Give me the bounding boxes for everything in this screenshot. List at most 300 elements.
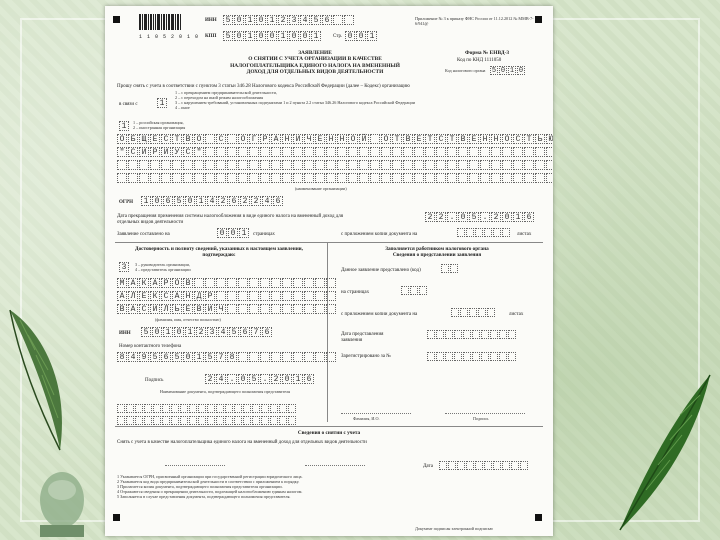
char-cell: . <box>480 212 490 222</box>
char-cell: Е <box>139 291 149 301</box>
right-pages-cells[interactable] <box>401 286 427 295</box>
char-cell: 5 <box>205 352 215 362</box>
char-cell: 0 <box>356 31 366 41</box>
pages-suffix: страницах <box>253 232 275 237</box>
char-cell <box>493 461 501 470</box>
char-cell: И <box>150 304 160 314</box>
char-cell <box>144 404 152 413</box>
char-cell <box>381 160 391 170</box>
char-cell: 4 <box>128 352 138 362</box>
char-cell: Е <box>150 134 160 144</box>
page-label: Стр. <box>333 34 343 39</box>
patronymic-cells[interactable] <box>117 304 336 314</box>
corner-marker <box>113 16 120 23</box>
char-cell <box>436 352 444 361</box>
char-cell <box>480 147 490 157</box>
char-cell: 1 <box>245 15 255 25</box>
char-cell <box>337 173 347 183</box>
char-cell <box>513 160 523 170</box>
barcode <box>139 14 187 36</box>
char-cell <box>139 173 149 183</box>
char-cell <box>447 147 457 157</box>
char-cell <box>337 147 347 157</box>
char-cell: 6 <box>304 374 314 384</box>
char-cell <box>180 404 188 413</box>
char-cell <box>249 147 259 157</box>
right-reg-cells[interactable] <box>427 352 516 361</box>
char-cell <box>304 278 314 288</box>
char-cell: А <box>117 291 127 301</box>
org-type-cell[interactable]: 1 <box>119 121 129 131</box>
kpp-label: КПП <box>205 34 217 39</box>
char-cell <box>238 147 248 157</box>
char-cell <box>161 160 171 170</box>
char-cell <box>466 461 474 470</box>
char-cell: 0 <box>256 15 266 25</box>
char-cell: Ь <box>172 304 182 314</box>
char-cell: . <box>260 374 270 384</box>
char-cell: 7 <box>216 352 226 362</box>
char-cell <box>460 308 468 317</box>
char-cell <box>161 173 171 183</box>
char-cell <box>502 461 510 470</box>
char-cell: О <box>117 134 127 144</box>
char-cell <box>458 160 468 170</box>
right-field-attach: с приложением копии документа на <box>341 312 418 317</box>
char-cell <box>487 308 495 317</box>
char-cell <box>243 416 251 425</box>
char-cell: 5 <box>141 327 151 337</box>
char-cell <box>425 173 435 183</box>
right-section-header <box>337 246 537 258</box>
char-cell <box>315 352 325 362</box>
char-cell: 5 <box>311 15 321 25</box>
section-divider <box>115 426 543 427</box>
char-cell <box>227 291 237 301</box>
char-cell <box>326 291 336 301</box>
tax-authority-cells <box>490 66 525 75</box>
char-cell: 1 <box>278 31 288 41</box>
right-fio-caption: Фамилия, И.О. <box>353 416 380 421</box>
char-cell <box>481 352 489 361</box>
char-cell <box>238 278 248 288</box>
footnotes <box>117 474 537 499</box>
char-cell: Н <box>326 134 336 144</box>
org-type-option: 2 – иностранная организация <box>133 125 186 131</box>
char-cell <box>238 173 248 183</box>
bottom-date-cells[interactable] <box>439 461 528 470</box>
char-cell: 4 <box>216 374 226 384</box>
reason-option: 1 – с прекращением предпринимательской деятельности, <box>175 90 277 95</box>
char-cell: 6 <box>524 212 534 222</box>
char-cell <box>315 147 325 157</box>
corner-marker <box>113 514 120 521</box>
char-cell: 0 <box>502 212 512 222</box>
char-cell <box>271 278 281 288</box>
char-cell: Г <box>249 134 259 144</box>
char-cell <box>392 147 402 157</box>
char-cell: 0 <box>217 228 227 238</box>
char-cell <box>511 461 519 470</box>
right-attach-cells[interactable] <box>451 308 495 317</box>
char-cell: 4 <box>207 196 217 206</box>
char-cell: Н <box>282 134 292 144</box>
char-cell: Ю <box>546 134 553 144</box>
char-cell: Т <box>392 134 402 144</box>
char-cell <box>216 173 226 183</box>
char-cell: 0 <box>238 374 248 384</box>
char-cell <box>436 160 446 170</box>
char-cell: 1 <box>239 228 249 238</box>
char-cell: Л <box>161 304 171 314</box>
char-cell: 2 <box>491 212 501 222</box>
char-cell <box>293 352 303 362</box>
signer-code-cell[interactable]: 3 <box>119 262 129 272</box>
feather-leaf-icon <box>600 370 720 540</box>
char-cell: Т <box>524 134 534 144</box>
char-cell: В <box>183 278 193 288</box>
char-cell <box>419 286 427 295</box>
org-name-caption: (наименование организации) <box>295 186 347 191</box>
char-cell: 5 <box>223 31 233 41</box>
footnote: 1 Указывается ОГРН, присвоенный организации при государственной регистрации юридического лица. <box>117 474 303 479</box>
barcode-number: 1 1 0 5 2 0 1 0 <box>139 34 200 40</box>
char-cell <box>128 160 138 170</box>
char-cell <box>282 278 292 288</box>
char-cell <box>216 416 224 425</box>
char-cell <box>227 160 237 170</box>
char-cell <box>457 228 465 237</box>
char-cell: 1 <box>194 352 204 362</box>
char-cell: О <box>172 278 182 288</box>
char-cell: 9 <box>139 352 149 362</box>
char-cell: " <box>194 147 204 157</box>
reason-options <box>175 90 455 110</box>
char-cell: Т <box>172 134 182 144</box>
char-cell <box>260 291 270 301</box>
char-cell <box>234 416 242 425</box>
char-cell <box>150 173 160 183</box>
char-cell: 4 <box>218 327 228 337</box>
char-cell <box>451 308 459 317</box>
char-cell: 3 <box>289 15 299 25</box>
char-cell <box>450 264 458 273</box>
org-name-row-2[interactable] <box>117 147 553 157</box>
right-fio-line[interactable] <box>341 406 411 414</box>
char-cell <box>448 461 456 470</box>
char-cell <box>135 404 143 413</box>
char-cell: 0 <box>228 228 238 238</box>
phone-label: Номер контактного телефона <box>119 344 182 349</box>
char-cell <box>359 173 369 183</box>
char-cell: М <box>117 278 127 288</box>
char-cell <box>480 173 490 183</box>
char-cell <box>315 278 325 288</box>
char-cell: 2 <box>425 212 435 222</box>
char-cell <box>282 291 292 301</box>
char-cell <box>252 416 260 425</box>
char-cell: 2 <box>436 212 446 222</box>
char-cell: 0 <box>152 327 162 337</box>
signer-option: 3 – руководитель организации, <box>135 262 190 267</box>
char-cell: Р <box>260 134 270 144</box>
bottom-note: Документ подписан электронной подписью <box>415 526 493 531</box>
char-cell: С <box>161 291 171 301</box>
char-cell: 0 <box>267 31 277 41</box>
right-field-attach-suffix: листах <box>509 312 524 317</box>
fio-caption: (фамилия, имя, отчество полностью) <box>155 317 221 322</box>
char-cell <box>410 286 418 295</box>
char-cell <box>502 160 512 170</box>
char-cell <box>458 173 468 183</box>
char-cell <box>480 160 490 170</box>
char-cell: 1 <box>185 327 195 337</box>
char-cell <box>403 160 413 170</box>
section-divider <box>115 242 543 243</box>
attachments-cells[interactable] <box>457 228 510 237</box>
char-cell <box>457 461 465 470</box>
right-date-cells[interactable] <box>427 330 516 339</box>
right-code-cells[interactable] <box>441 264 458 273</box>
char-cell: 5 <box>223 15 233 25</box>
char-cell <box>475 461 483 470</box>
char-cell <box>293 147 303 157</box>
char-cell: О <box>238 134 248 144</box>
char-cell: 1 <box>267 15 277 25</box>
char-cell <box>348 173 358 183</box>
char-cell <box>326 147 336 157</box>
char-cell: 6 <box>322 15 332 25</box>
char-cell: 6 <box>262 327 272 337</box>
char-cell <box>333 15 343 25</box>
char-cell: С <box>513 134 523 144</box>
bottom-line[interactable] <box>165 458 225 466</box>
char-cell: Е <box>315 134 325 144</box>
char-cell: . <box>227 374 237 384</box>
char-cell <box>458 147 468 157</box>
char-cell: Р <box>205 291 215 301</box>
char-cell: 5 <box>469 212 479 222</box>
org-name-row-1[interactable] <box>117 134 553 144</box>
char-cell <box>326 278 336 288</box>
char-cell <box>293 173 303 183</box>
char-cell: 6 <box>229 196 239 206</box>
char-cell <box>293 278 303 288</box>
char-cell <box>370 160 380 170</box>
char-cell: " <box>117 147 127 157</box>
surname-cells[interactable] <box>117 278 336 288</box>
char-cell: 6 <box>163 196 173 206</box>
char-cell <box>260 352 270 362</box>
char-cell <box>172 173 182 183</box>
char-cell: С <box>183 147 193 157</box>
char-cell <box>238 352 248 362</box>
char-cell <box>392 173 402 183</box>
char-cell <box>484 461 492 470</box>
char-cell <box>288 404 296 413</box>
char-cell <box>502 173 512 183</box>
char-cell <box>491 147 501 157</box>
char-cell: А <box>172 291 182 301</box>
char-cell: Л <box>128 291 138 301</box>
char-cell <box>403 147 413 157</box>
char-cell <box>315 173 325 183</box>
char-cell <box>171 404 179 413</box>
char-cell: Б <box>128 134 138 144</box>
sign-date-cells[interactable] <box>205 374 314 384</box>
sign-caption: Наименование документа, подтверждающего полномочия представителя <box>159 389 291 394</box>
char-cell <box>243 404 251 413</box>
char-cell <box>153 416 161 425</box>
char-cell: 5 <box>174 196 184 206</box>
char-cell <box>180 416 188 425</box>
char-cell <box>234 404 242 413</box>
corner-marker <box>535 514 542 521</box>
char-cell <box>447 173 457 183</box>
char-cell <box>279 416 287 425</box>
right-subheader-line: Сведения о представлении заявления <box>392 252 482 259</box>
name-cells[interactable] <box>117 291 336 301</box>
char-cell <box>491 160 501 170</box>
char-cell <box>282 173 292 183</box>
char-cell: 7 <box>251 327 261 337</box>
char-cell <box>508 352 516 361</box>
char-cell <box>381 173 391 183</box>
termination-label: Дата прекращения применения системы налогообложения в виде единого налога на вмененный доход для отдельных видов деятельности <box>117 214 344 225</box>
char-cell <box>524 160 534 170</box>
char-cell <box>502 147 512 157</box>
char-cell <box>271 304 281 314</box>
char-cell <box>475 228 483 237</box>
char-cell <box>183 160 193 170</box>
char-cell: 1 <box>509 67 515 75</box>
char-cell: Е <box>414 134 424 144</box>
attachments-label: с приложением копии документа на <box>341 232 418 237</box>
char-cell <box>337 160 347 170</box>
char-cell <box>282 304 292 314</box>
char-cell <box>502 228 510 237</box>
char-cell <box>493 228 501 237</box>
char-cell <box>198 416 206 425</box>
char-cell: 6 <box>240 327 250 337</box>
char-cell <box>271 173 281 183</box>
char-cell <box>484 228 492 237</box>
char-cell: 0 <box>183 352 193 362</box>
char-cell <box>238 291 248 301</box>
char-cell: 0 <box>174 327 184 337</box>
reason-option: 2 – с переходом на иной режим налогообложения <box>175 95 264 101</box>
char-cell: 5 <box>229 327 239 337</box>
right-sign-line[interactable] <box>445 406 525 414</box>
bottom-line[interactable] <box>305 458 365 466</box>
char-cell: 2 <box>251 196 261 206</box>
char-cell <box>472 330 480 339</box>
reason-code-cell[interactable]: 1 <box>157 98 167 108</box>
char-cell <box>227 147 237 157</box>
char-cell <box>469 147 479 157</box>
pages-cells[interactable] <box>217 228 249 238</box>
char-cell <box>499 352 507 361</box>
char-cell <box>261 404 269 413</box>
org-name-row-4[interactable] <box>117 173 553 183</box>
char-cell <box>225 416 233 425</box>
char-cell: 2 <box>271 374 281 384</box>
char-cell <box>183 173 193 183</box>
char-cell: 0 <box>282 374 292 384</box>
footnote: 3 Прилагается копия документа, подтверждающего полномочия представителя организации. <box>117 484 283 490</box>
char-cell <box>490 352 498 361</box>
char-cell <box>370 173 380 183</box>
char-cell: С <box>128 147 138 157</box>
footnote: 2 Указывается код вида предпринимательской деятельности в соответствии с приложением к порядку. <box>117 479 300 485</box>
char-cell <box>293 160 303 170</box>
inn-person-label: ИНН <box>119 331 131 336</box>
char-cell: И <box>161 147 171 157</box>
char-cell: 2 <box>278 15 288 25</box>
document-cells-row2[interactable] <box>117 416 296 425</box>
char-cell <box>144 416 152 425</box>
char-cell <box>370 147 380 157</box>
inn-person-cells[interactable] <box>141 327 272 337</box>
char-cell <box>205 147 215 157</box>
form-title <box>215 50 415 76</box>
tax-authority-label: Код налогового органа <box>445 68 486 73</box>
char-cell: 0 <box>185 196 195 206</box>
char-cell <box>524 147 534 157</box>
char-cell: В <box>403 134 413 144</box>
document-cells-row1[interactable] <box>117 404 296 413</box>
char-cell <box>469 308 477 317</box>
char-cell: В <box>194 304 204 314</box>
title-line: ЗАЯВЛЕНИЕ <box>298 50 332 56</box>
char-cell <box>252 404 260 413</box>
char-cell <box>445 330 453 339</box>
char-cell: 6 <box>161 352 171 362</box>
char-cell <box>205 173 215 183</box>
char-cell <box>126 416 134 425</box>
char-cell <box>153 404 161 413</box>
org-name-row-3[interactable] <box>117 160 553 170</box>
char-cell <box>445 352 453 361</box>
char-cell <box>304 160 314 170</box>
char-cell: У <box>172 147 182 157</box>
char-cell: 0 <box>256 31 266 41</box>
char-cell <box>282 352 292 362</box>
char-cell: Н <box>183 291 193 301</box>
char-cell <box>436 330 444 339</box>
char-cell: Е <box>183 304 193 314</box>
char-cell <box>513 147 523 157</box>
right-field-pages: на страницах <box>341 290 370 295</box>
char-cell <box>499 330 507 339</box>
char-cell <box>425 147 435 157</box>
char-cell: В <box>458 134 468 144</box>
char-cell <box>279 404 287 413</box>
char-cell <box>249 291 259 301</box>
char-cell: 5 <box>150 352 160 362</box>
ogrn-cells[interactable] <box>141 196 283 206</box>
char-cell <box>508 330 516 339</box>
char-cell: 0 <box>345 31 355 41</box>
char-cell: 2 <box>196 327 206 337</box>
char-cell <box>403 173 413 183</box>
char-cell: 0 <box>152 196 162 206</box>
char-cell <box>216 278 226 288</box>
char-cell <box>227 134 237 144</box>
char-cell: С <box>436 134 446 144</box>
phone-cells[interactable] <box>117 352 336 362</box>
termination-date-cells[interactable] <box>425 212 534 222</box>
